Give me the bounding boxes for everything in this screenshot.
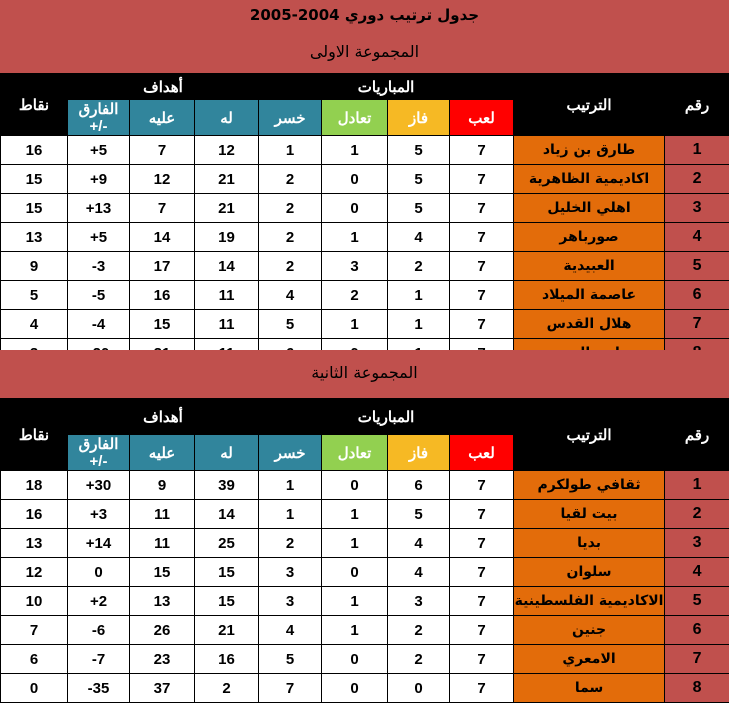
team-name: صورباهر — [514, 223, 665, 252]
won-cell: 4 — [388, 529, 450, 558]
draw-cell: 1 — [322, 616, 388, 645]
draw-cell: 0 — [322, 674, 388, 703]
table-row — [1, 558, 729, 587]
played-cell: 7 — [450, 587, 514, 616]
diff-cell: 0 — [68, 558, 130, 587]
rank-cell: 7 — [665, 310, 729, 339]
diff-cell: -6 — [68, 616, 130, 645]
against-cell: 7 — [130, 194, 195, 223]
against-cell: 37 — [130, 674, 195, 703]
rank-cell: 3 — [665, 529, 729, 558]
rank-cell: 1 — [665, 136, 729, 165]
standings-table-group-1 — [0, 73, 729, 368]
rank-header: رقم — [665, 74, 729, 136]
draw-header: تعادل — [322, 435, 388, 471]
won-cell: 0 — [388, 674, 450, 703]
won-cell: 2 — [388, 645, 450, 674]
lost-cell: 1 — [259, 471, 322, 500]
played-header: لعب — [450, 100, 514, 136]
points-cell: 16 — [1, 136, 68, 165]
draw-header: تعادل — [322, 100, 388, 136]
team-name: اهلي الخليل — [514, 194, 665, 223]
rank-cell: 3 — [665, 194, 729, 223]
points-cell: 7 — [1, 616, 68, 645]
table-row — [1, 165, 729, 194]
lost-cell: 3 — [259, 587, 322, 616]
won-cell: 5 — [388, 194, 450, 223]
team-name: ثقافي طولكرم — [514, 471, 665, 500]
diff-cell: +2 — [68, 587, 130, 616]
diff-cell: -35 — [68, 674, 130, 703]
rank-cell: 4 — [665, 223, 729, 252]
matches-header: المباريات — [259, 74, 514, 100]
lost-cell: 7 — [259, 674, 322, 703]
won-cell: 1 — [388, 310, 450, 339]
won-header: فاز — [388, 435, 450, 471]
lost-cell: 4 — [259, 281, 322, 310]
won-cell: 3 — [388, 587, 450, 616]
rank-cell: 2 — [665, 500, 729, 529]
table-row — [1, 500, 729, 529]
page-title: جدول ترتيب دوري 2004-2005 — [0, 4, 729, 26]
diff-cell: +13 — [68, 194, 130, 223]
table-row — [1, 223, 729, 252]
played-cell: 7 — [450, 165, 514, 194]
diff-cell: +5 — [68, 136, 130, 165]
table-row — [1, 252, 729, 281]
against-cell: 13 — [130, 587, 195, 616]
diff-cell: +14 — [68, 529, 130, 558]
lost-cell: 1 — [259, 500, 322, 529]
diff-cell: +3 — [68, 500, 130, 529]
team-name: عاصمة الميلاد — [514, 281, 665, 310]
against-cell: 15 — [130, 558, 195, 587]
table-row — [1, 471, 729, 500]
draw-cell: 1 — [322, 310, 388, 339]
diff-cell: -4 — [68, 310, 130, 339]
against-cell: 14 — [130, 223, 195, 252]
against-header: عليه — [130, 435, 195, 471]
for-cell: 21 — [195, 616, 259, 645]
for-header: له — [195, 100, 259, 136]
against-cell: 15 — [130, 310, 195, 339]
played-cell: 7 — [450, 252, 514, 281]
table-row — [1, 310, 729, 339]
for-cell: 16 — [195, 645, 259, 674]
team-name: جنين — [514, 616, 665, 645]
played-cell: 7 — [450, 616, 514, 645]
played-cell: 7 — [450, 500, 514, 529]
team-name: طارق بن زياد — [514, 136, 665, 165]
for-cell: 14 — [195, 500, 259, 529]
points-cell: 10 — [1, 587, 68, 616]
for-cell: 21 — [195, 194, 259, 223]
diff-cell: -7 — [68, 645, 130, 674]
played-cell: 7 — [450, 223, 514, 252]
played-cell: 7 — [450, 194, 514, 223]
lost-cell: 2 — [259, 529, 322, 558]
rank-cell: 6 — [665, 616, 729, 645]
draw-cell: 1 — [322, 136, 388, 165]
draw-cell: 1 — [322, 587, 388, 616]
rank-cell: 1 — [665, 471, 729, 500]
table-row — [1, 529, 729, 558]
lost-header: خسر — [259, 100, 322, 136]
for-cell: 15 — [195, 587, 259, 616]
lost-cell: 5 — [259, 645, 322, 674]
won-cell: 5 — [388, 165, 450, 194]
for-cell: 11 — [195, 281, 259, 310]
won-cell: 5 — [388, 500, 450, 529]
points-cell: 13 — [1, 223, 68, 252]
team-name: بديا — [514, 529, 665, 558]
group-title-2: المجموعة الثانية — [0, 361, 729, 385]
diff-cell: -5 — [68, 281, 130, 310]
rank-cell: 6 — [665, 281, 729, 310]
played-cell: 7 — [450, 645, 514, 674]
standings-table-group-2 — [0, 398, 729, 703]
played-cell: 7 — [450, 281, 514, 310]
team-name: اكاديمية الظاهرية — [514, 165, 665, 194]
lost-cell: 2 — [259, 223, 322, 252]
diff-header: الفارق +/- — [68, 100, 130, 136]
for-cell: 2 — [195, 674, 259, 703]
group-title-1: المجموعة الاولى — [0, 40, 729, 64]
table-row — [1, 645, 729, 674]
lost-cell: 2 — [259, 252, 322, 281]
draw-cell: 3 — [322, 252, 388, 281]
for-header: له — [195, 435, 259, 471]
draw-cell: 1 — [322, 500, 388, 529]
team-name: بيت لقيا — [514, 500, 665, 529]
group-1-rows — [1, 136, 729, 368]
against-cell: 11 — [130, 529, 195, 558]
points-header: نقاط — [1, 399, 68, 471]
points-cell: 13 — [1, 529, 68, 558]
won-header: فاز — [388, 100, 450, 136]
team-name: الاكاديمية الفلسطينية — [514, 587, 665, 616]
won-cell: 5 — [388, 136, 450, 165]
rank-cell: 7 — [665, 645, 729, 674]
draw-cell: 1 — [322, 223, 388, 252]
won-cell: 4 — [388, 223, 450, 252]
table-row — [1, 674, 729, 703]
group-2-rows — [1, 471, 729, 703]
diff-cell: +9 — [68, 165, 130, 194]
rank-cell: 5 — [665, 587, 729, 616]
draw-cell: 2 — [322, 281, 388, 310]
against-cell: 26 — [130, 616, 195, 645]
table-row — [1, 281, 729, 310]
against-cell: 11 — [130, 500, 195, 529]
draw-cell: 0 — [322, 645, 388, 674]
points-cell: 15 — [1, 165, 68, 194]
for-cell: 39 — [195, 471, 259, 500]
for-cell: 14 — [195, 252, 259, 281]
rank-cell: 8 — [665, 674, 729, 703]
rank-cell: 2 — [665, 165, 729, 194]
played-cell: 7 — [450, 674, 514, 703]
draw-cell: 1 — [322, 529, 388, 558]
goals-header: أهداف — [68, 74, 259, 100]
team-name: الامعري — [514, 645, 665, 674]
lost-cell: 1 — [259, 136, 322, 165]
team-name: هلال القدس — [514, 310, 665, 339]
played-cell: 7 — [450, 310, 514, 339]
diff-cell: -3 — [68, 252, 130, 281]
for-cell: 19 — [195, 223, 259, 252]
against-cell: 17 — [130, 252, 195, 281]
matches-header: المباريات — [259, 399, 514, 435]
team-name: العبيدية — [514, 252, 665, 281]
won-cell: 2 — [388, 252, 450, 281]
against-cell: 7 — [130, 136, 195, 165]
rank-cell: 4 — [665, 558, 729, 587]
points-cell: 18 — [1, 471, 68, 500]
table-row — [1, 136, 729, 165]
points-cell: 6 — [1, 645, 68, 674]
diff-header: الفارق +/- — [68, 435, 130, 471]
draw-cell: 0 — [322, 194, 388, 223]
team-name: سما — [514, 674, 665, 703]
rank-header: رقم — [665, 399, 729, 471]
won-cell: 4 — [388, 558, 450, 587]
points-cell: 5 — [1, 281, 68, 310]
table-row — [1, 616, 729, 645]
won-cell: 6 — [388, 471, 450, 500]
played-cell: 7 — [450, 471, 514, 500]
won-cell: 1 — [388, 281, 450, 310]
won-cell: 2 — [388, 616, 450, 645]
for-cell: 12 — [195, 136, 259, 165]
lost-header: خسر — [259, 435, 322, 471]
diff-cell: +30 — [68, 471, 130, 500]
draw-cell: 0 — [322, 558, 388, 587]
lost-cell: 2 — [259, 194, 322, 223]
team-name: سلوان — [514, 558, 665, 587]
table-row — [1, 587, 729, 616]
for-cell: 21 — [195, 165, 259, 194]
played-cell: 7 — [450, 136, 514, 165]
team-header: الترتيب — [514, 399, 665, 471]
points-cell: 0 — [1, 674, 68, 703]
against-cell: 9 — [130, 471, 195, 500]
against-header: عليه — [130, 100, 195, 136]
draw-cell: 0 — [322, 471, 388, 500]
points-cell: 9 — [1, 252, 68, 281]
points-cell: 12 — [1, 558, 68, 587]
team-header: الترتيب — [514, 74, 665, 136]
for-cell: 15 — [195, 558, 259, 587]
for-cell: 25 — [195, 529, 259, 558]
against-cell: 23 — [130, 645, 195, 674]
points-cell: 16 — [1, 500, 68, 529]
played-cell: 7 — [450, 529, 514, 558]
for-cell: 11 — [195, 310, 259, 339]
draw-cell: 0 — [322, 165, 388, 194]
table-row — [1, 194, 729, 223]
diff-cell: +5 — [68, 223, 130, 252]
played-header: لعب — [450, 435, 514, 471]
lost-cell: 3 — [259, 558, 322, 587]
played-cell: 7 — [450, 558, 514, 587]
rank-cell: 5 — [665, 252, 729, 281]
against-cell: 16 — [130, 281, 195, 310]
points-cell: 4 — [1, 310, 68, 339]
lost-cell: 2 — [259, 165, 322, 194]
goals-header: أهداف — [68, 399, 259, 435]
lost-cell: 4 — [259, 616, 322, 645]
lost-cell: 5 — [259, 310, 322, 339]
points-cell: 15 — [1, 194, 68, 223]
points-header: نقاط — [1, 74, 68, 136]
against-cell: 12 — [130, 165, 195, 194]
